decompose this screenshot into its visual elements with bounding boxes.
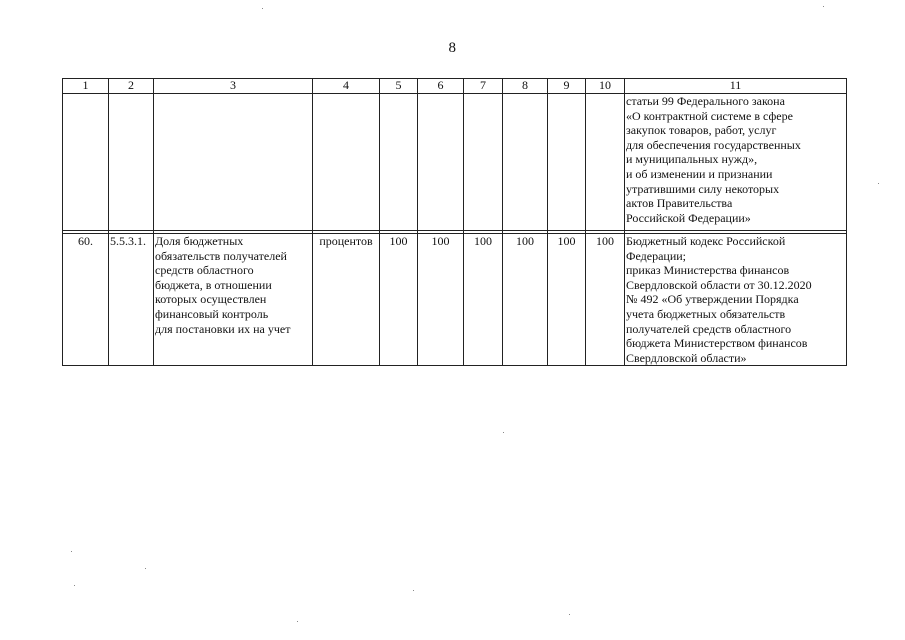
- table-cell: [63, 94, 109, 231]
- table-cell: [313, 94, 380, 231]
- table-cell: [380, 94, 418, 231]
- column-header: 11: [625, 79, 847, 94]
- scan-speck: [145, 568, 146, 569]
- scan-speck: [569, 614, 570, 615]
- table-cell: [418, 94, 464, 231]
- table-cell: [154, 94, 313, 231]
- indicator-code-cell: 5.5.3.1.: [109, 234, 154, 366]
- column-header: 8: [503, 79, 548, 94]
- indicator-name-cell: Доля бюджетных обязательств получателей средств областного бюджета, в отношении которых осуществлен финансовый контроль для постановки их на учет: [154, 234, 313, 366]
- table-cell: [464, 94, 503, 231]
- scan-speck: [74, 585, 75, 586]
- column-header: 4: [313, 79, 380, 94]
- column-header: 2: [109, 79, 154, 94]
- column-header: 6: [418, 79, 464, 94]
- page-number: 8: [448, 40, 457, 56]
- scan-speck: [262, 8, 263, 9]
- column-header: 9: [548, 79, 586, 94]
- table-header-row: [63, 79, 847, 94]
- value-cell: 100: [380, 234, 418, 366]
- scan-speck: [503, 432, 504, 433]
- value-cell: 100: [464, 234, 503, 366]
- column-header: 10: [586, 79, 625, 94]
- scan-speck: [71, 551, 72, 552]
- table-cell: [586, 94, 625, 231]
- indicators-table: [62, 78, 847, 366]
- legal-basis-cell: Бюджетный кодекс Российской Федерации; приказ Министерства финансов Свердловской области от 30.12.2020 № 492 «Об утверждении Порядка учета бюджетных обязательств получателей средств областного бюджета Министерством финансов Свердловской области»: [625, 234, 847, 366]
- value-cell: 100: [503, 234, 548, 366]
- legal-basis-cell: статьи 99 Федерального закона «О контрактной системе в сфере закупок товаров, работ, услуг для обеспечения государственных и муниципальных нужд», и об изменении и признании утратившими силу некоторых актов Правительства Российской Федерации»: [625, 94, 847, 231]
- column-header: 7: [464, 79, 503, 94]
- table-cell: [503, 94, 548, 231]
- value-cell: 100: [586, 234, 625, 366]
- table-cell: [548, 94, 586, 231]
- table-row-60: [63, 234, 847, 366]
- scan-speck: [878, 183, 879, 184]
- column-header: 1: [63, 79, 109, 94]
- scan-speck: [297, 621, 298, 622]
- scan-speck: [413, 590, 414, 591]
- table-cell: [109, 94, 154, 231]
- value-cell: 100: [548, 234, 586, 366]
- column-header: 3: [154, 79, 313, 94]
- value-cell: 100: [418, 234, 464, 366]
- column-header: 5: [380, 79, 418, 94]
- row-number-cell: 60.: [63, 234, 109, 366]
- table-row-continuation: [63, 94, 847, 231]
- scan-speck: [823, 6, 824, 7]
- unit-cell: процентов: [313, 234, 380, 366]
